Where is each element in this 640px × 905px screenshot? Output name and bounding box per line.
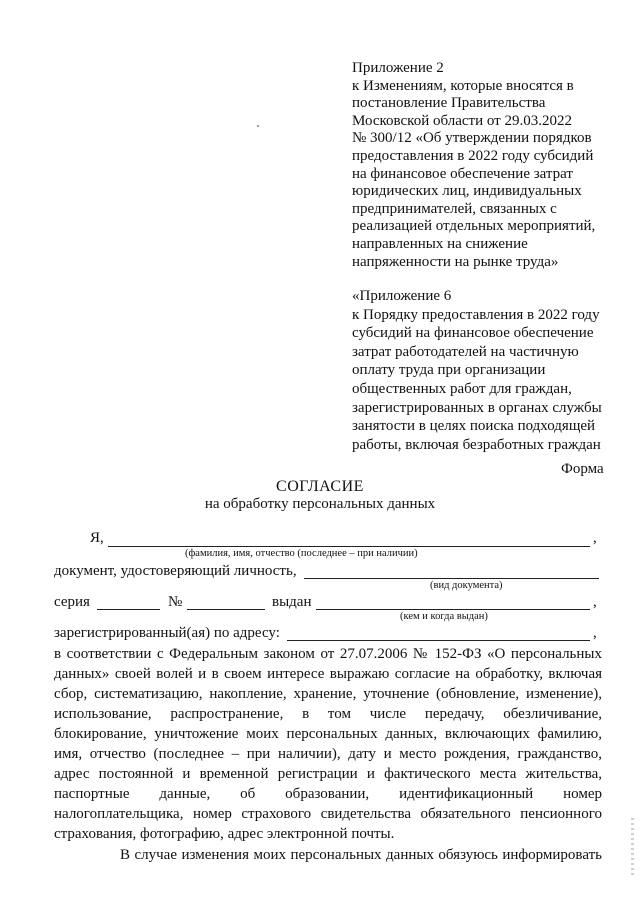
series-field[interactable] bbox=[97, 609, 160, 610]
issued-comma: , bbox=[593, 594, 597, 610]
appendix-2-line: Приложение 2 bbox=[352, 60, 444, 76]
body-line: блокирование, уничтожение моих персональных данных, включающих фамилию, bbox=[54, 726, 602, 742]
issued-label: выдан bbox=[272, 594, 312, 610]
appendix-2-header bbox=[352, 60, 595, 271]
appendix-2-line: направленных на снижение bbox=[352, 235, 528, 252]
number-label: № bbox=[168, 594, 183, 610]
appendix-2-line: юридических лиц, индивидуальных bbox=[352, 183, 582, 200]
identity-document-hint: (вид документа) bbox=[430, 580, 503, 591]
form-label: Форма bbox=[561, 461, 604, 477]
appendix-2-line: напряженности на рынке труда» bbox=[352, 253, 559, 270]
appendix-2-line: предпринимателей, связанных с bbox=[352, 200, 557, 217]
appendix-6-line: общественных работ для граждан, bbox=[352, 380, 572, 397]
scan-edge-mark bbox=[631, 818, 634, 878]
identity-document-field[interactable] bbox=[304, 578, 599, 579]
paragraph-change-notice: В случае изменения моих персональных данных обязуюсь информировать bbox=[120, 847, 602, 863]
appendix-6-line: зарегистрированных в органах службы bbox=[352, 399, 602, 416]
full-name-field[interactable] bbox=[108, 546, 590, 547]
appendix-6-line: занятости в целях поиска подходящей bbox=[352, 418, 596, 435]
body-line: страхования, фотографию, адрес электронной почты. bbox=[54, 826, 395, 842]
identity-document-label: документ, удостоверяющий личность, bbox=[54, 563, 297, 579]
appendix-6-line: затрат работодателей на частичную bbox=[352, 343, 579, 360]
body-line: адрес постоянной и временной регистрации и фактического места жительства, bbox=[54, 766, 602, 782]
appendix-6-line: работы, включая безработных граждан bbox=[352, 436, 601, 453]
issued-hint: (кем и когда выдан) bbox=[400, 611, 488, 622]
appendix-2-line: предоставления в 2022 году субсидий bbox=[352, 147, 594, 164]
full-name-comma: , bbox=[593, 530, 597, 546]
body-line: сбор, систематизацию, накопление, хранение, уточнение (обновление, изменение), bbox=[54, 686, 602, 702]
number-field[interactable] bbox=[187, 609, 265, 610]
appendix-6-line: субсидий на финансовое обеспечение bbox=[352, 325, 594, 342]
appendix-2-line: постановление Правительства bbox=[352, 95, 546, 112]
appendix-6-header bbox=[352, 287, 602, 454]
full-name-label: Я, bbox=[90, 530, 104, 546]
document-subtitle: на обработку персональных данных bbox=[204, 496, 436, 512]
body-line: паспортные данные, об образовании, идентификационный номер bbox=[54, 786, 602, 802]
appendix-2-line: к Изменениям, которые вносятся в bbox=[352, 77, 574, 94]
series-label: серия bbox=[54, 594, 90, 610]
document-title: СОГЛАСИЕ bbox=[276, 478, 364, 495]
body-line: использование, распространение, в том числе передачу, обезличивание, bbox=[54, 706, 602, 722]
appendix-2-line: Московской области от 29.03.2022 bbox=[352, 112, 572, 129]
address-label: зарегистрированный(ая) по адресу: bbox=[54, 625, 280, 641]
appendix-6-line: оплату труда при организации bbox=[352, 362, 546, 379]
appendix-6-line: к Порядку предоставления в 2022 году bbox=[352, 306, 600, 323]
address-field[interactable] bbox=[287, 640, 590, 641]
appendix-2-line: реализацией отдельных мероприятий, bbox=[352, 218, 596, 235]
appendix-2-line: № 300/12 «Об утверждении порядков bbox=[352, 130, 592, 147]
body-line: данных» своей волей и в своем интересе выражаю согласие на обработку, включая bbox=[54, 666, 602, 682]
body-line: налогоплательщика, номер страхового свидетельства обязательного пенсионного bbox=[54, 806, 602, 822]
scan-speck bbox=[257, 125, 259, 127]
issued-field[interactable] bbox=[316, 609, 590, 610]
body-line: в соответствии с Федеральным законом от 27.07.2006 № 152-ФЗ «О персональных bbox=[54, 646, 602, 662]
body-line: имя, отчество (последнее – при наличии), дату и место рождения, гражданство, bbox=[54, 746, 602, 762]
appendix-6-line: «Приложение 6 bbox=[352, 288, 452, 304]
address-comma: , bbox=[593, 625, 597, 641]
full-name-hint: (фамилия, имя, отчество (последнее – при наличии) bbox=[185, 548, 418, 559]
appendix-2-line: на финансовое обеспечение затрат bbox=[352, 165, 573, 182]
